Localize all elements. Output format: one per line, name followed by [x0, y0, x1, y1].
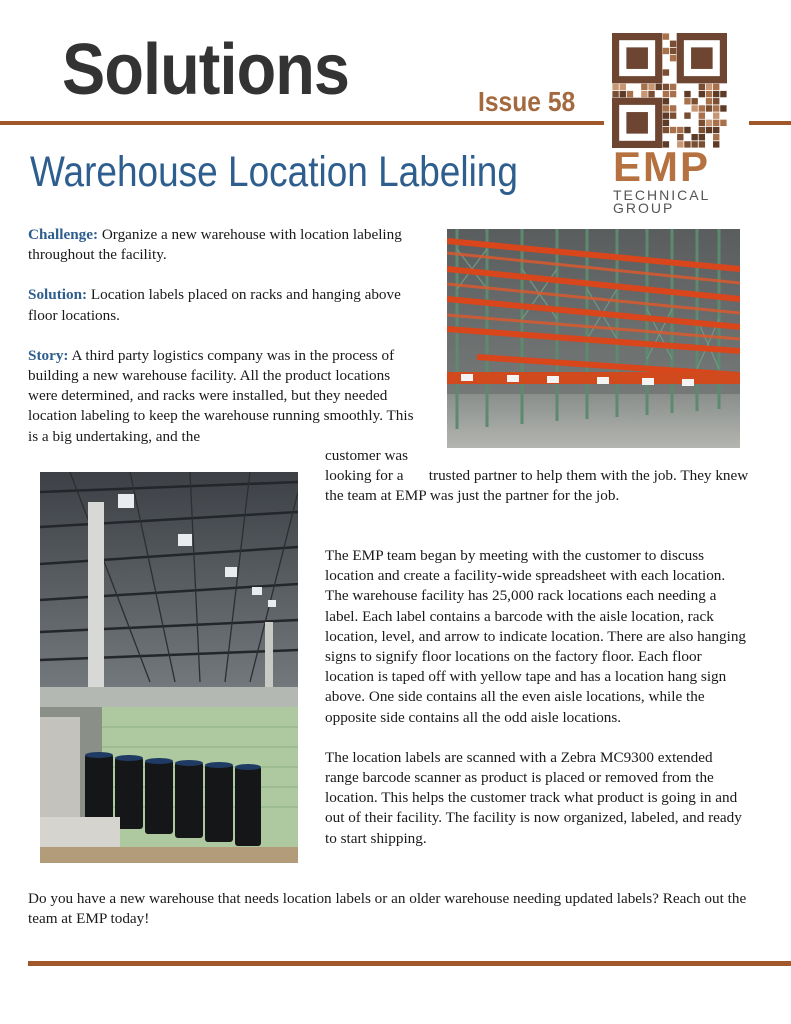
warehouse-interior-photo: [40, 472, 298, 863]
story-continuation-narrow-text: customer was looking for a: [325, 447, 409, 485]
story-paragraph-2: The EMP team began by meeting with the customer to discuss location and create a facility-wide spreadsheet with each location. The warehouse facility has 25,000 rack locations each needing a label. Each label contains a barcode with the aisle location, rack location, level, and arrow to indicate location. There are also hanging signs to signify floor locations on the factory floor. Each floor location is taped off with yellow tape and has a location hang sign above. One side contains all the even aisle locations, while the opposite side contains all the odd aisle locations.: [325, 547, 747, 726]
challenge-paragraph: [28, 225, 418, 265]
logo-line-technical: TECHNICAL: [613, 187, 711, 203]
top-text-column: [28, 225, 418, 447]
challenge-text: Organize a new warehouse with location labeling throughout the facility.: [28, 226, 402, 264]
closing-paragraph: Do you have a new warehouse that needs location labels or an older warehouse needing updated labels? Reach out the team at EMP today!: [28, 890, 747, 928]
logo-line-group: GROUP: [613, 200, 675, 216]
rack-aisle-photo: [447, 229, 740, 448]
story-label: Story:: [28, 346, 69, 364]
solution-text: Location labels placed on racks and hanging above floor locations.: [28, 286, 401, 324]
solution-paragraph: [28, 285, 418, 325]
masthead-title: Solutions: [62, 30, 350, 110]
logo-wordmark: EMP: [613, 143, 711, 190]
story-continuation-rest-text: trusted partner to help them with the job. They knew the team at EMP was just the partner for the job.: [325, 467, 749, 505]
article-title: Warehouse Location Labeling: [30, 148, 518, 196]
story-text-part2: [325, 446, 750, 507]
footer-rule: [28, 961, 791, 966]
header-rule-right: [749, 121, 791, 125]
closing-block: [28, 889, 758, 929]
issue-number: Issue 58: [478, 86, 576, 117]
story-paragraph-3: The location labels are scanned with a Zebra MC9300 extended range barcode scanner as product is placed or removed from the location. This helps the customer track what product is going in and out of their facility. The facility is now organized, labeled, and ready to start shipping.: [325, 748, 742, 847]
qr-code-icon: [612, 33, 727, 148]
header-rule-left: [0, 121, 604, 125]
solution-label: Solution:: [28, 286, 88, 304]
story-continuation-block: [325, 446, 750, 507]
story-paragraph: [28, 346, 418, 447]
story-lower-column: [325, 546, 750, 849]
story-text-part1: A third party logistics company was in the process of building a new warehouse facility. All the product locations were determined, and racks were installed, but they needed location labeling to keep the warehouse running smoothly. This is a big undertaking, and the: [28, 346, 414, 445]
challenge-label: Challenge:: [28, 226, 99, 243]
